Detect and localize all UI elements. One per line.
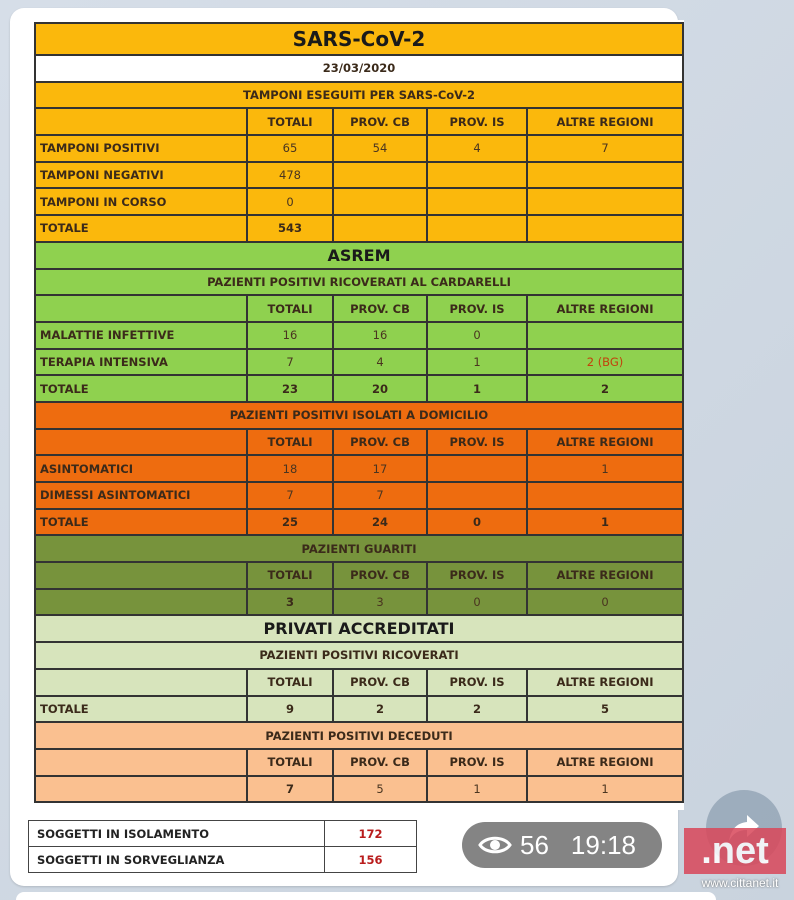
section-header: PAZIENTI POSITIVI ISOLATI A DOMICILIO <box>35 402 683 429</box>
cell: 17 <box>333 455 427 482</box>
col-header: TOTALI <box>247 429 333 456</box>
row-label: SOGGETTI IN SORVEGLIANZA <box>29 847 325 873</box>
cell <box>527 482 683 509</box>
row-label: MALATTIE INFETTIVE <box>35 322 247 349</box>
col-header: ALTRE REGIONI <box>527 749 683 776</box>
section-header: ASREM <box>35 242 683 269</box>
table-row <box>35 135 683 162</box>
col-header: ALTRE REGIONI <box>527 429 683 456</box>
cell: 0 <box>247 188 333 215</box>
view-count: 56 <box>520 829 549 860</box>
col-header: PROV. CB <box>333 429 427 456</box>
cell: 2 (BG) <box>527 349 683 376</box>
col-header: PROV. CB <box>333 108 427 135</box>
cell: 172 <box>325 821 417 847</box>
cell: 0 <box>427 589 527 616</box>
cell <box>427 188 527 215</box>
table-row <box>35 509 683 536</box>
cell: 7 <box>333 482 427 509</box>
cell: 0 <box>427 509 527 536</box>
col-header: TOTALI <box>247 669 333 696</box>
section-subheader: PAZIENTI POSITIVI RICOVERATI AL CARDARELLI <box>35 269 683 296</box>
cell: 0 <box>427 322 527 349</box>
table-row <box>35 589 683 616</box>
table-row <box>35 776 683 803</box>
cell: 25 <box>247 509 333 536</box>
cell: 23 <box>247 375 333 402</box>
cell: 2 <box>427 696 527 723</box>
col-header: ALTRE REGIONI <box>527 669 683 696</box>
surveillance-table <box>28 820 417 873</box>
section-header: TAMPONI ESEGUITI PER SARS-CoV-2 <box>35 82 683 109</box>
table-row <box>35 322 683 349</box>
cell <box>333 188 427 215</box>
col-header: TOTALI <box>247 108 333 135</box>
row-label: TOTALE <box>35 215 247 242</box>
table-row <box>29 821 417 847</box>
cell: 7 <box>527 135 683 162</box>
column-header-row <box>35 749 683 776</box>
cell: 3 <box>333 589 427 616</box>
col-header: PROV. IS <box>427 295 527 322</box>
cell: 24 <box>333 509 427 536</box>
cell: 7 <box>247 349 333 376</box>
cell <box>333 162 427 189</box>
row-label: TERAPIA INTENSIVA <box>35 349 247 376</box>
cell: 2 <box>333 696 427 723</box>
cell: 16 <box>333 322 427 349</box>
section-header: PAZIENTI GUARITI <box>35 535 683 562</box>
row-label: TAMPONI IN CORSO <box>35 188 247 215</box>
cell: 1 <box>527 776 683 803</box>
col-header: ALTRE REGIONI <box>527 562 683 589</box>
column-header-row <box>35 108 683 135</box>
row-label: TAMPONI NEGATIVI <box>35 162 247 189</box>
table-row <box>35 162 683 189</box>
col-header: TOTALI <box>247 562 333 589</box>
cell: 1 <box>527 455 683 482</box>
cell <box>333 215 427 242</box>
cell: 3 <box>247 589 333 616</box>
col-header: PROV. IS <box>427 108 527 135</box>
row-label: TOTALE <box>35 375 247 402</box>
cell: 7 <box>247 776 333 803</box>
cell: 156 <box>325 847 417 873</box>
watermark-site: www.cittanet.it <box>701 876 779 890</box>
column-header-row <box>35 669 683 696</box>
report-date: 23/03/2020 <box>35 55 683 82</box>
cell: 0 <box>527 589 683 616</box>
cell <box>427 215 527 242</box>
section-header: PRIVATI ACCREDITATI <box>35 615 683 642</box>
cell: 16 <box>247 322 333 349</box>
col-header: PROV. IS <box>427 429 527 456</box>
col-header: ALTRE REGIONI <box>527 108 683 135</box>
section-subheader: PAZIENTI POSITIVI RICOVERATI <box>35 642 683 669</box>
cell: 2 <box>527 375 683 402</box>
message-bubble[interactable] <box>10 8 678 886</box>
table-row <box>35 375 683 402</box>
cell: 5 <box>527 696 683 723</box>
col-header: PROV. IS <box>427 749 527 776</box>
cell: 543 <box>247 215 333 242</box>
col-header: TOTALI <box>247 295 333 322</box>
watermark-logo: .net <box>684 828 786 874</box>
cell: 1 <box>527 509 683 536</box>
table-row <box>35 349 683 376</box>
cell: 18 <box>247 455 333 482</box>
col-header: ALTRE REGIONI <box>527 295 683 322</box>
cell <box>527 162 683 189</box>
section-subheader: PAZIENTI POSITIVI DECEDUTI <box>35 722 683 749</box>
row-label: TOTALE <box>35 696 247 723</box>
covid-report-table <box>34 22 684 803</box>
col-header: PROV. CB <box>333 562 427 589</box>
row-label: TAMPONI POSITIVI <box>35 135 247 162</box>
cell: 4 <box>333 349 427 376</box>
table-row <box>29 847 417 873</box>
table-row <box>35 188 683 215</box>
cell: 54 <box>333 135 427 162</box>
table-row <box>35 482 683 509</box>
row-label: TOTALE <box>35 509 247 536</box>
eye-icon <box>478 834 512 856</box>
message-meta <box>462 822 662 868</box>
cell <box>527 215 683 242</box>
cell <box>427 482 527 509</box>
cell: 1 <box>427 349 527 376</box>
col-header: PROV. IS <box>427 562 527 589</box>
col-header: PROV. CB <box>333 749 427 776</box>
cell: 4 <box>427 135 527 162</box>
next-message-edge <box>16 892 716 900</box>
cell <box>527 188 683 215</box>
col-header: PROV. CB <box>333 295 427 322</box>
report-title: SARS-CoV-2 <box>35 23 683 55</box>
row-label: DIMESSI ASINTOMATICI <box>35 482 247 509</box>
col-header: TOTALI <box>247 749 333 776</box>
cell <box>427 455 527 482</box>
col-header: PROV. IS <box>427 669 527 696</box>
column-header-row <box>35 429 683 456</box>
cell: 65 <box>247 135 333 162</box>
cell: 20 <box>333 375 427 402</box>
column-header-row <box>35 562 683 589</box>
message-image[interactable] <box>28 20 684 810</box>
cell: 478 <box>247 162 333 189</box>
cell <box>427 162 527 189</box>
col-header: PROV. CB <box>333 669 427 696</box>
table-row <box>35 215 683 242</box>
message-time: 19:18 <box>570 829 636 860</box>
table-row <box>35 696 683 723</box>
cell: 1 <box>427 375 527 402</box>
cell: 5 <box>333 776 427 803</box>
row-label: SOGGETTI IN ISOLAMENTO <box>29 821 325 847</box>
row-label: ASINTOMATICI <box>35 455 247 482</box>
cell: 9 <box>247 696 333 723</box>
column-header-row <box>35 295 683 322</box>
table-row <box>35 455 683 482</box>
cell: 1 <box>427 776 527 803</box>
cell: 7 <box>247 482 333 509</box>
cell <box>527 322 683 349</box>
